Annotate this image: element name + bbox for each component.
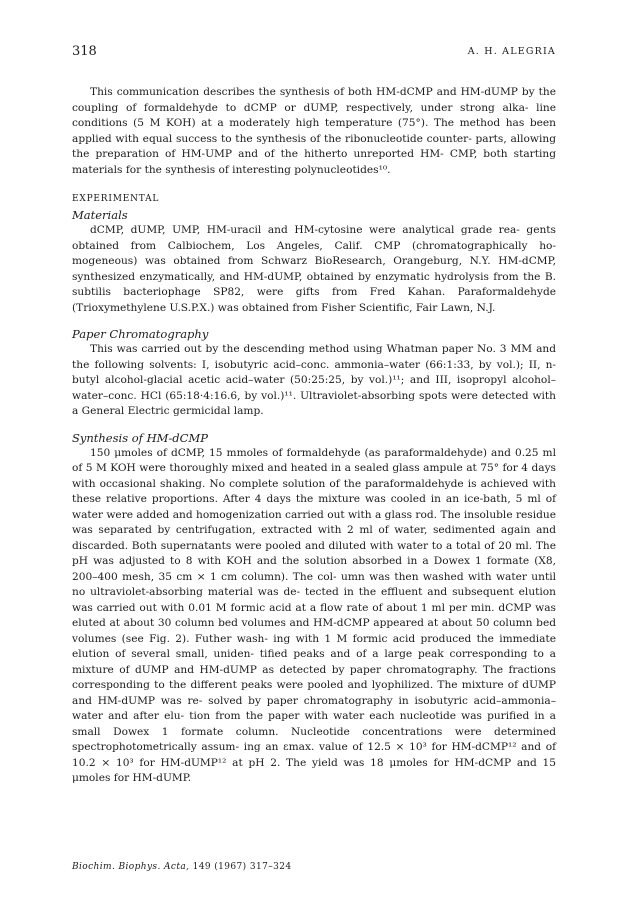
paper-chromatography-paragraph: This was carried out by the descending method using Whatman paper No. 3 MM and the following solvents: I, isobutyric acid–conc. ammonia–water (66:1:33, by vol.); II, n-butyl alcohol-glacial acetic acid–water (50:25:25, by vol.)¹¹; and III, isopropyl alcohol–water–conc. HCl (65:18·4:16.6, by vol.)¹¹. Ultraviolet-absorbing spots were detected with a General Electric germicidal lamp. xyxy=(72,343,556,417)
journal-footer xyxy=(72,862,292,872)
page-number: 318 xyxy=(72,44,97,59)
paper-chromatography-heading: Paper Chromatography xyxy=(72,327,209,341)
materials-heading: Materials xyxy=(72,208,128,222)
materials-paragraph: dCMP, dUMP, UMP, HM-uracil and HM-cytosine were analytical grade rea- gents obtained from Calbiochem, Los Angeles, Calif. CMP (chromatographically ho- mogeneous) was obtained from Schwarz BioResearch, Orangeburg, N.Y. HM-dCMP, synthesized enzymatically, and HM-dUMP, obtained by enzymatic hydrolysis from the B. subtilis bacteriophage SP82, were gifts from Fred Kahan. Paraformaldehyde (Trioxymethylene U.S.P.X.) was obtained from Fisher Scientific, Fair Lawn, N.J. xyxy=(72,224,556,314)
running-author: A. H. ALEGRIA xyxy=(467,46,556,57)
synthesis-paragraph: 150 μmoles of dCMP, 15 mmoles of formaldehyde (as paraformaldehyde) and 0.25 ml of 5 M KOH were thoroughly mixed and heated in a sealed glass ampule at 75° for 4 days with occasional shaking. No complete solution of the paraformaldehyde is achieved with these relative proportions. After 4 days the mixture was cooled in an ice-bath, 5 ml of water were added and homogenization carried out with a glass rod. The insoluble residue was separated by centrifugation, extracted with 2 ml of water, sedimented again and discarded. Both supernatants were pooled and diluted with water to a total of 20 ml. The pH was adjusted to 8 with KOH and the solution absorbed in a Dowex 1 formate (X8, 200–400 mesh, 35 cm × 1 cm column). The col- umn was then washed with water until no ultraviolet-absorbing material was de- tected in the effluent and subsequent elution was carried out with 0.01 M formic acid at a flow rate of about 1 ml per min. dCMP was eluted at about 30 column bed volumes and HM-dCMP appeared at about 50 column bed volumes (see Fig. 2). Futher wash- ing with 1 M formic acid produced the immediate elution of several small, uniden- tified peaks and of a large peak corresponding to a mixture of dUMP and HM-dUMP as detected by paper chromatography. The fractions corresponding to the different peaks were pooled and lyophilized. The mixture of dUMP and HM-dUMP was re- solved by paper chromatography in isobutyric acid–ammonia–water and after elu- tion from the paper with water each nucleotide was purified in a small Dowex 1 formate column. Nucleotide concentrations were determined spectrophotometrically assum- ing an εmax. value of 12.5 × 10³ for HM-dCMP¹² and of 10.2 × 10³ for HM-dUMP¹² at pH 2. The yield was 18 μmoles for HM-dCMP and 15 μmoles for HM-dUMP. xyxy=(72,446,556,784)
journal-citation: 149 (1967) 317–324 xyxy=(192,862,292,872)
running-header xyxy=(72,44,556,62)
synthesis-heading: Synthesis of HM-dCMP xyxy=(72,430,208,445)
article-body xyxy=(72,85,556,787)
journal-name: Biochim. Biophys. Acta, xyxy=(72,862,190,872)
intro-paragraph: This communication describes the synthesis of both HM-dCMP and HM-dUMP by the coupling of formaldehyde to dCMP or dUMP, respectively, under strong alka- line conditions (5 M KOH) at a moderately high temperature (75°). The method has been applied with equal success to the synthesis of the ribonucleotide counter- parts, allowing the preparation of HM-UMP and of the hitherto unreported HM- CMP, both starting materials for the synthesis of interesting polynucleotides¹⁰. xyxy=(72,86,556,176)
section-title: EXPERIMENTAL xyxy=(72,194,160,204)
